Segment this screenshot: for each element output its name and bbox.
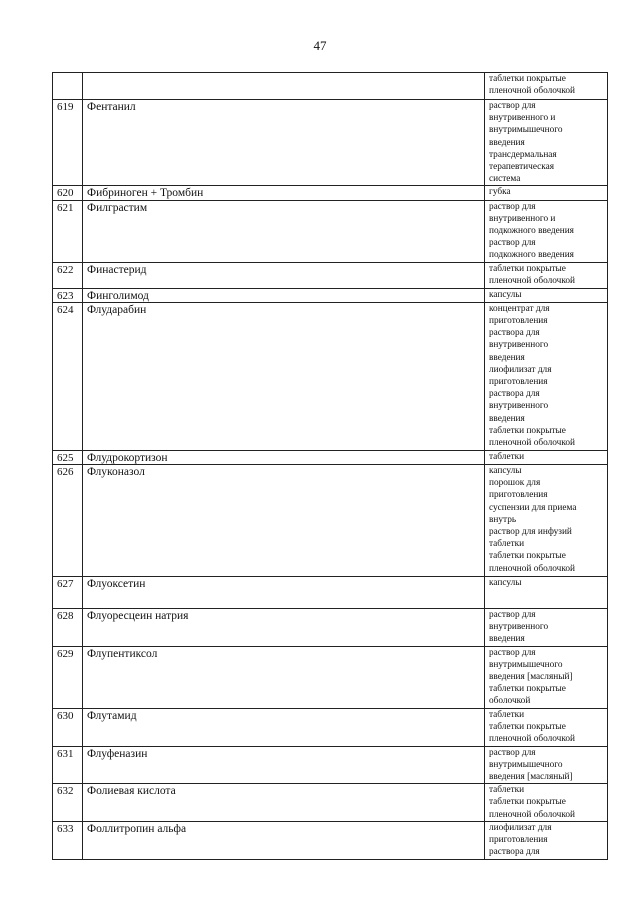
drug-name: Фибриноген + Тромбин (83, 186, 485, 200)
row-number: 631 (53, 746, 83, 784)
dosage-form-line: раствора для (489, 328, 540, 339)
dosage-forms (485, 186, 608, 200)
dosage-form-line: таблетки покрытые (489, 425, 566, 436)
dosage-form-line: внутривенного (489, 401, 549, 412)
dosage-form-line: введения [масляный] (489, 772, 573, 783)
table-row (53, 708, 608, 746)
dosage-form-line: лиофилизат для (489, 364, 552, 375)
dosage-form-line: подкожного введения (489, 250, 574, 261)
table-row (53, 784, 608, 822)
drug-name: Фентанил (83, 100, 485, 186)
table-row (53, 262, 608, 288)
dosage-form-line: внутривенного и (489, 113, 556, 124)
table-row (53, 646, 608, 708)
row-number: 626 (53, 465, 83, 577)
dosage-form-line: приготовления (489, 377, 548, 388)
row-number: 633 (53, 821, 83, 859)
drug-name (83, 73, 485, 100)
drug-table (52, 72, 608, 860)
dosage-forms (485, 100, 608, 186)
drug-name: Флуфеназин (83, 746, 485, 784)
row-number: 629 (53, 646, 83, 708)
dosage-form-line: раствор для (489, 201, 536, 212)
dosage-forms (485, 288, 608, 302)
dosage-form-line: капсулы (489, 466, 522, 477)
dosage-form-line: приготовления (489, 835, 548, 846)
dosage-form-line: таблетки покрытые (489, 684, 566, 695)
dosage-form-line: внутрь (489, 514, 517, 525)
dosage-form-line: пленочной оболочкой (489, 809, 576, 820)
row-number: 620 (53, 186, 83, 200)
dosage-forms (485, 646, 608, 708)
dosage-form-line: внутримышечного (489, 659, 563, 670)
drug-name: Флуоресцеин натрия (83, 609, 485, 647)
dosage-form-line: внутримышечного (489, 125, 563, 136)
dosage-form-line: капсулы (489, 578, 522, 589)
row-number: 627 (53, 577, 83, 609)
dosage-forms (485, 609, 608, 647)
dosage-forms (485, 200, 608, 262)
dosage-form-line: раствора для (489, 389, 540, 400)
drug-name: Финголимод (83, 288, 485, 302)
drug-name: Флудрокортизон (83, 450, 485, 464)
drug-name: Финастерид (83, 262, 485, 288)
table-row (53, 100, 608, 186)
drug-table-body (53, 73, 608, 860)
dosage-form-line: пленочной оболочкой (489, 86, 576, 97)
dosage-form-line: пленочной оболочкой (489, 734, 576, 745)
dosage-form-line: раствор для инфузий (489, 527, 572, 538)
drug-name: Фоллитропин альфа (83, 821, 485, 859)
dosage-form-line: раствор для (489, 610, 536, 621)
row-number: 632 (53, 784, 83, 822)
drug-name: Фолиевая кислота (83, 784, 485, 822)
dosage-form-line: приготовления (489, 490, 548, 501)
dosage-form-line: раствор для (489, 647, 536, 658)
row-number: 630 (53, 708, 83, 746)
drug-name: Флуконазол (83, 465, 485, 577)
dosage-form-line: подкожного введения (489, 226, 574, 237)
drug-name: Флуоксетин (83, 577, 485, 609)
dosage-form-line: раствор для (489, 238, 536, 249)
table-row (53, 609, 608, 647)
dosage-form-line: таблетки покрытые (489, 263, 566, 274)
dosage-form-line: капсулы (489, 289, 522, 300)
dosage-form-line: внутривенного (489, 622, 549, 633)
dosage-form-line: таблетки (489, 785, 525, 796)
dosage-forms (485, 577, 608, 609)
row-number: 628 (53, 609, 83, 647)
dosage-form-line: введения [масляный] (489, 672, 573, 683)
dosage-form-line: раствор для (489, 101, 536, 111)
dosage-form-line: внутривенного и (489, 213, 556, 224)
drug-name: Флупентиксол (83, 646, 485, 708)
dosage-form-line: приготовления (489, 316, 548, 327)
dosage-form-line: внутривенного (489, 340, 549, 351)
drug-name: Флударабин (83, 302, 485, 450)
table-row (53, 73, 608, 100)
dosage-form-line: лиофилизат для (489, 822, 552, 833)
row-number: 624 (53, 302, 83, 450)
table-row (53, 288, 608, 302)
dosage-forms (485, 708, 608, 746)
dosage-form-line: пленочной оболочкой (489, 563, 576, 574)
dosage-form-line: таблетки покрытые (489, 74, 566, 84)
drug-name: Филграстим (83, 200, 485, 262)
dosage-form-line: внутримышечного (489, 759, 563, 770)
dosage-form-line: порошок для (489, 478, 541, 489)
dosage-form-line: пленочной оболочкой (489, 275, 576, 286)
dosage-forms (485, 73, 608, 100)
row-number: 623 (53, 288, 83, 302)
dosage-forms (485, 262, 608, 288)
dosage-form-line: таблетки (489, 539, 525, 550)
dosage-form-line: введения (489, 137, 525, 148)
dosage-form-line: оболочкой (489, 696, 531, 707)
table-row (53, 821, 608, 859)
table-row (53, 186, 608, 200)
dosage-forms (485, 450, 608, 464)
row-number: 622 (53, 262, 83, 288)
dosage-forms (485, 784, 608, 822)
table-row (53, 465, 608, 577)
dosage-form-line: введения (489, 413, 525, 424)
dosage-forms (485, 465, 608, 577)
dosage-form-line: пленочной оболочкой (489, 438, 576, 449)
dosage-form-line: введения (489, 352, 525, 363)
dosage-form-line: терапевтическая (489, 162, 555, 173)
dosage-form-line: трансдермальная (489, 149, 557, 160)
dosage-form-line: таблетки покрытые (489, 797, 566, 808)
row-number: 625 (53, 450, 83, 464)
row-number (53, 73, 83, 100)
dosage-form-line: таблетки (489, 709, 525, 720)
table-row (53, 450, 608, 464)
table-row (53, 302, 608, 450)
dosage-form-line: концентрат для (489, 303, 550, 314)
table-row (53, 746, 608, 784)
dosage-form-line: суспензии для приема (489, 502, 577, 513)
table-row (53, 577, 608, 609)
dosage-form-line: таблетки покрытые (489, 721, 566, 732)
dosage-form-line: губка (489, 187, 511, 198)
row-number: 619 (53, 100, 83, 186)
dosage-form-line: раствор для (489, 747, 536, 758)
dosage-forms (485, 821, 608, 859)
dosage-form-line: введения (489, 634, 525, 645)
dosage-form-line: система (489, 174, 521, 185)
dosage-form-line: таблетки покрытые (489, 551, 566, 562)
dosage-form-line: таблетки (489, 451, 525, 462)
drug-name: Флутамид (83, 708, 485, 746)
dosage-forms (485, 746, 608, 784)
row-number: 621 (53, 200, 83, 262)
page-number: 47 (313, 38, 327, 53)
dosage-forms (485, 302, 608, 450)
table-row (53, 200, 608, 262)
dosage-form-line: раствора для (489, 847, 540, 858)
